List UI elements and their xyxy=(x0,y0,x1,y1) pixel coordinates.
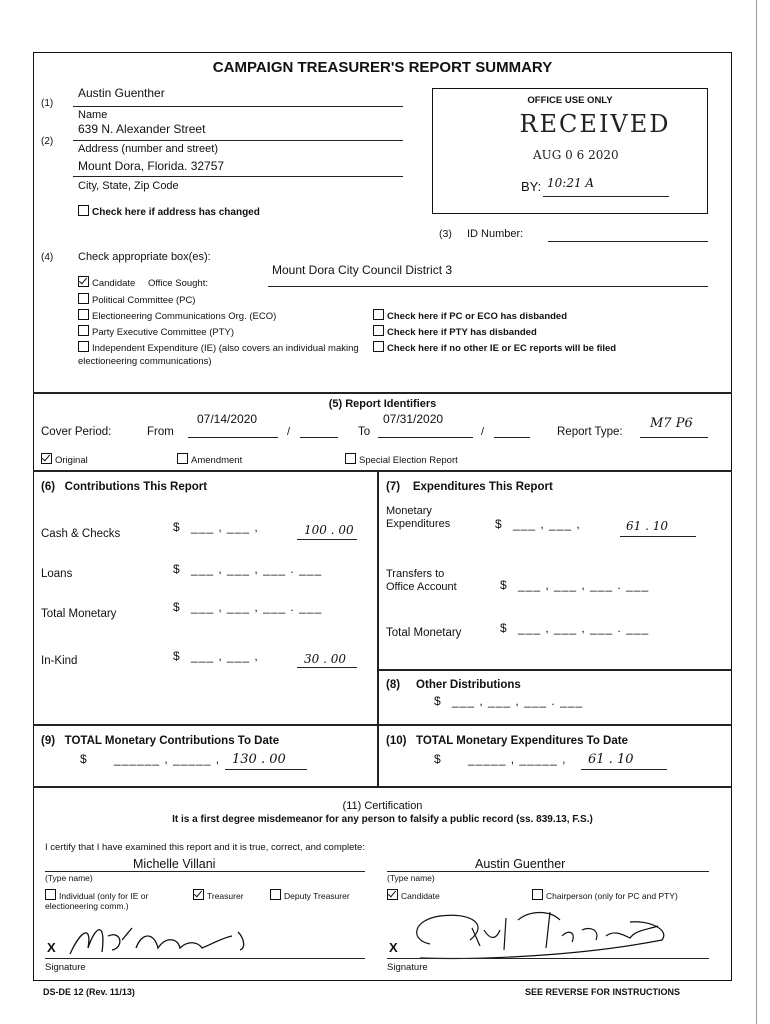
cash-blank: ___ , ___ , xyxy=(191,520,259,534)
candidate-signature-line xyxy=(387,958,709,959)
city-label: City, State, Zip Code xyxy=(78,180,179,192)
amendment-row[interactable] xyxy=(177,453,242,466)
by-label: BY: xyxy=(521,179,542,194)
other-distributions-blank: ___ , ___ , ___ . ___ xyxy=(452,694,584,708)
total-contributions-blank: ______ , _____ , xyxy=(114,752,221,766)
loans-blank: ___ , ___ , ___ . ___ xyxy=(191,562,323,576)
from-line xyxy=(188,437,278,438)
disband-pc-label: Check here if PC or ECO has disbanded xyxy=(387,311,568,322)
from-line-2 xyxy=(300,437,338,438)
deputy-label: Deputy Treasurer xyxy=(284,891,350,901)
total-monetary-amount xyxy=(173,600,322,614)
treasurer-signature xyxy=(62,918,282,960)
eco-label: Electioneering Communications Org. (ECO) xyxy=(92,311,277,322)
address-changed-label: Check here if address has changed xyxy=(92,207,260,218)
total-monetary-blank: ___ , ___ , ___ . ___ xyxy=(191,600,323,614)
individual-row[interactable] xyxy=(45,889,150,911)
to-line-2 xyxy=(494,437,530,438)
total-contributions-value: 130 . 00 xyxy=(232,752,286,767)
received-stamp-date: AUG 0 6 2020 xyxy=(533,148,619,162)
pc-label: Political Committee (PC) xyxy=(92,295,196,306)
transfers-label-1: Transfers to xyxy=(386,568,445,580)
total-expenditures-title-text: TOTAL Monetary Expenditures To Date xyxy=(416,735,628,747)
chairperson-checkbox[interactable] xyxy=(532,889,543,900)
disband-pty-checkbox[interactable] xyxy=(373,325,384,336)
total-contributions-amount xyxy=(80,752,220,766)
section2-number: (2) xyxy=(41,136,54,147)
office-use-title: OFFICE USE ONLY xyxy=(527,95,613,106)
section7-number: (7) xyxy=(386,481,401,493)
loans-dollar: $ xyxy=(173,562,181,576)
pc-row[interactable] xyxy=(78,293,195,306)
monetary-exp-dollar: $ xyxy=(495,517,503,531)
exp-total-monetary-label: Total Monetary xyxy=(386,627,462,639)
candidate-name-line xyxy=(387,871,709,872)
deputy-row[interactable] xyxy=(270,889,350,901)
inkind-label: In-Kind xyxy=(41,655,78,667)
treasurer-name-line xyxy=(45,871,365,872)
candidate-checkbox[interactable] xyxy=(78,276,89,287)
other-distributions-title xyxy=(386,679,521,691)
disband-pc-checkbox[interactable] xyxy=(373,309,384,320)
expenditures-title-text: Expenditures This Report xyxy=(412,481,553,493)
no-other-checkbox[interactable] xyxy=(373,341,384,352)
special-checkbox[interactable] xyxy=(345,453,356,464)
section3-number: (3) xyxy=(439,228,452,240)
original-row[interactable] xyxy=(41,453,88,466)
address-label: Address (number and street) xyxy=(78,143,219,155)
divider-8-top xyxy=(377,669,732,671)
monetary-exp-amount xyxy=(495,517,581,531)
total-expenditures-blank: _____ , _____ , xyxy=(468,752,567,766)
no-other-row[interactable] xyxy=(373,341,616,354)
disband-pty-label: Check here if PTY has disbanded xyxy=(387,327,537,338)
section8-number: (8) xyxy=(386,679,401,691)
monetary-exp-label-2: Expenditures xyxy=(386,518,451,530)
inkind-amount xyxy=(173,649,259,663)
cash-amount xyxy=(173,520,259,534)
total-contributions-title xyxy=(41,735,279,747)
transfers-dollar: $ xyxy=(500,578,508,592)
treasurer-x: X xyxy=(47,940,56,955)
other-distributions-dollar: $ xyxy=(434,694,442,708)
cash-dollar: $ xyxy=(173,520,181,534)
monetary-exp-label-1: Monetary xyxy=(386,505,432,517)
city-value: Mount Dora, Florida. 32757 xyxy=(78,159,225,173)
total-contributions-dollar: $ xyxy=(80,752,88,766)
section6-number: (6) xyxy=(41,481,56,493)
candidate-signature-label: Signature xyxy=(387,962,428,973)
deputy-checkbox[interactable] xyxy=(270,889,281,900)
contributions-title xyxy=(41,481,207,493)
original-label: Original xyxy=(55,455,88,466)
total-contributions-line xyxy=(225,769,307,770)
by-value: 10:21 A xyxy=(547,176,595,190)
transfers-blank: ___ , ___ , ___ . ___ xyxy=(518,578,650,592)
pty-checkbox[interactable] xyxy=(78,325,89,336)
exp-total-monetary-amount xyxy=(500,621,649,635)
by-line xyxy=(543,196,669,197)
to-slash: / xyxy=(481,426,485,438)
original-checkbox[interactable] xyxy=(41,453,52,464)
divider-9-top xyxy=(33,724,732,726)
city-line xyxy=(73,176,403,177)
report-type-line xyxy=(640,437,708,438)
inkind-line xyxy=(297,667,357,668)
id-number-label: ID Number: xyxy=(467,228,524,240)
cash-value: 100 . 00 xyxy=(304,523,354,537)
total-expenditures-line xyxy=(581,769,667,770)
treasurer-name: Michelle Villani xyxy=(133,857,216,871)
section10-number: (10) xyxy=(386,735,407,747)
exp-total-monetary-blank: ___ , ___ , ___ . ___ xyxy=(518,621,650,635)
id-number-line xyxy=(548,241,708,242)
amendment-checkbox[interactable] xyxy=(177,453,188,464)
pc-checkbox[interactable] xyxy=(78,293,89,304)
center-divider xyxy=(377,470,379,786)
report-type-value: M7 P6 xyxy=(650,416,693,431)
eco-checkbox[interactable] xyxy=(78,309,89,320)
total-monetary-dollar: $ xyxy=(173,600,181,614)
cert-candidate-checkbox[interactable] xyxy=(387,889,398,900)
transfers-label xyxy=(386,568,457,594)
contributions-title-text: Contributions This Report xyxy=(64,481,208,493)
office-sought-label: Office Sought: xyxy=(147,278,208,289)
exp-total-monetary-dollar: $ xyxy=(500,621,508,635)
cash-line xyxy=(297,539,357,540)
office-sought-line xyxy=(268,286,708,287)
inkind-dollar: $ xyxy=(173,649,181,663)
monetary-exp-label xyxy=(386,505,450,531)
inkind-blank: ___ , ___ , xyxy=(191,649,259,663)
candidate-type-name: (Type name) xyxy=(387,873,435,883)
section1-number: (1) xyxy=(41,98,54,109)
loans-label: Loans xyxy=(41,568,73,580)
office-sought-value: Mount Dora City Council District 3 xyxy=(272,263,453,277)
treasurer-row[interactable] xyxy=(193,889,244,901)
candidate-x: X xyxy=(389,940,398,955)
divider-5-top xyxy=(33,392,732,394)
ie-row[interactable] xyxy=(78,341,363,368)
candidate-name: Austin Guenther xyxy=(475,857,566,871)
divider-11-top xyxy=(33,786,732,788)
check-boxes-label: Check appropriate box(es): xyxy=(78,251,211,263)
scan-edge-line xyxy=(756,0,757,1024)
received-stamp: RECEIVED xyxy=(519,110,671,138)
ie-checkbox[interactable] xyxy=(78,341,89,352)
amendment-label: Amendment xyxy=(191,455,243,466)
candidate-label: Candidate xyxy=(92,278,136,289)
individual-label: Individual (only for IE or electioneering comm.) xyxy=(45,891,149,911)
loans-amount xyxy=(173,562,322,576)
inkind-value: 30 . 00 xyxy=(304,652,346,666)
treasurer-label: Treasurer xyxy=(207,891,244,901)
address-changed-checkbox[interactable] xyxy=(78,205,89,216)
cert-candidate-label: Candidate xyxy=(401,891,440,901)
candidate-signature xyxy=(400,900,680,964)
name-line xyxy=(73,106,403,107)
special-row[interactable] xyxy=(345,453,458,466)
report-type-label: Report Type: xyxy=(557,426,623,438)
page-title: CAMPAIGN TREASURER'S REPORT SUMMARY xyxy=(212,59,553,76)
ie-label: Independent Expenditure (IE) (also covers an individual making electioneering communications) xyxy=(78,343,359,367)
certification-warning: It is a first degree misdemeanor for any person to falsify a public record (ss. 839.13, F.S.) xyxy=(172,814,593,825)
transfers-label-2: Office Account xyxy=(386,581,457,593)
from-value: 07/14/2020 xyxy=(197,412,258,426)
name-value: Austin Guenther xyxy=(78,86,165,100)
from-label: From xyxy=(147,426,174,438)
other-distributions-amount xyxy=(434,694,583,708)
section9-number: (9) xyxy=(41,735,56,747)
candidate-row[interactable] xyxy=(78,276,208,289)
section4-number: (4) xyxy=(41,252,54,263)
treasurer-type-name: (Type name) xyxy=(45,873,93,883)
pty-row[interactable] xyxy=(78,325,234,338)
certify-statement: I certify that I have examined this report and it is true, correct, and complete: xyxy=(45,842,365,853)
address-line xyxy=(73,140,403,141)
total-expenditures-dollar: $ xyxy=(434,752,442,766)
chairperson-label: Chairperson (only for PC and PTY) xyxy=(546,891,678,901)
see-reverse: SEE REVERSE FOR INSTRUCTIONS xyxy=(525,987,681,997)
disband-pc-row[interactable] xyxy=(373,309,567,322)
treasurer-signature-line xyxy=(45,958,365,959)
cover-period-label: Cover Period: xyxy=(41,426,112,438)
from-slash: / xyxy=(287,426,291,438)
monetary-exp-value: 61 . 10 xyxy=(626,519,668,533)
eco-row[interactable] xyxy=(78,309,276,322)
form-id: DS-DE 12 (Rev. 11/13) xyxy=(43,987,135,997)
certification-title: (11) Certification xyxy=(342,800,423,812)
treasurer-signature-label: Signature xyxy=(45,962,86,973)
treasurer-checkbox[interactable] xyxy=(193,889,204,900)
report-identifiers-title: (5) Report Identifiers xyxy=(328,398,437,410)
total-expenditures-title xyxy=(386,735,628,747)
monetary-exp-blank: ___ , ___ , xyxy=(513,517,581,531)
name-label: Name xyxy=(78,109,108,121)
cash-label: Cash & Checks xyxy=(41,528,121,540)
to-label: To xyxy=(358,426,371,438)
to-value: 07/31/2020 xyxy=(383,412,444,426)
expenditures-title xyxy=(386,481,553,493)
no-other-label: Check here if no other IE or EC reports will be filed xyxy=(387,343,617,354)
transfers-amount xyxy=(500,578,649,592)
total-monetary-label: Total Monetary xyxy=(41,608,117,620)
disband-pty-row[interactable] xyxy=(373,325,537,338)
total-contributions-title-text: TOTAL Monetary Contributions To Date xyxy=(64,735,280,747)
special-label: Special Election Report xyxy=(359,455,458,466)
individual-checkbox[interactable] xyxy=(45,889,56,900)
other-distributions-title-text: Other Distributions xyxy=(416,679,521,691)
pty-label: Party Executive Committee (PTY) xyxy=(92,327,235,338)
monetary-exp-line xyxy=(620,536,696,537)
address-changed-row[interactable] xyxy=(78,205,260,218)
address-value: 639 N. Alexander Street xyxy=(78,122,206,136)
total-expenditures-value: 61 . 10 xyxy=(588,752,634,767)
to-line xyxy=(378,437,473,438)
total-expenditures-amount xyxy=(434,752,566,766)
divider-6-top xyxy=(33,470,732,472)
